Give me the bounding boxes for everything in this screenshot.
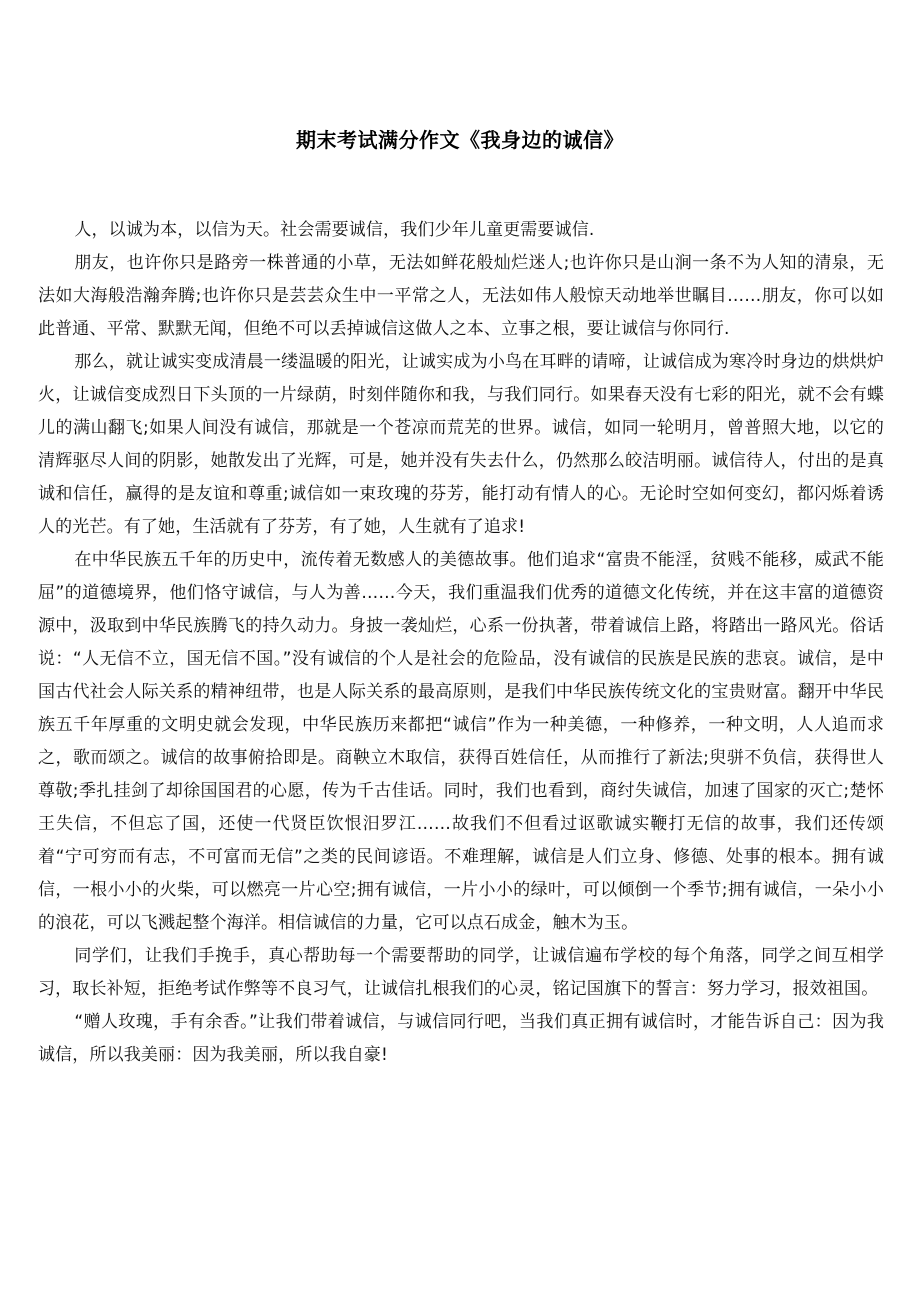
essay-body xyxy=(38,214,884,1072)
paragraph-1: 人，以诚为本，以信为天。社会需要诚信，我们少年儿童更需要诚信. xyxy=(74,220,595,240)
paragraph-4: 在中华民族五千年的历史中，流传着无数感人的美德故事。他们追求“富贵不能淫，贫贱不能移，威武不能屈”的道德境界，他们恪守诚信，与人为善……今天，我们重温我们优秀的道德文化传统，并在这丰富的道德资源中，汲取到中华民族腾飞的持久动力。身披一袭灿烂，心系一份执著，带着诚信上路，将踏出一路风光。俗话说：“人无信不立，国无信不国。”没有诚信的个人是社会的危险品，没有诚信的民族是民族的悲哀。诚信，是中国古代社会人际关系的精神纽带，也是人际关系的最高原则，是我们中华民族传统文化的宝贵财富。翻开中华民族五千年厚重的文明史就会发现，中华民族历来都把“诚信”作为一种美德，一种修养，一种文明，人人追而求之，歌而颂之。诚信的故事俯拾即是。商鞅立木取信，获得百姓信任，从而推行了新法;臾骈不负信，获得世人尊敬;季扎挂剑了却徐国国君的心愿，传为千古佳话。同时，我们也看到，商纣失诚信，加速了国家的灭亡;楚怀王失信，不但忘了国，还使一代贤臣饮恨汨罗江……故我们不但看过讴歌诚实鞭打无信的故事，我们还传颂着“宁可穷而有志，不可富而无信”之类的民间谚语。不难理解，诚信是人们立身、修德、处事的根本。拥有诚信，一根小小的火柴，可以燃亮一片心空;拥有诚信，一片小小的绿叶，可以倾倒一个季节;拥有诚信，一朵小小的浪花，可以飞溅起整个海洋。相信诚信的力量，它可以点石成金，触木为玉。 xyxy=(38,550,884,933)
paragraph-2: 朋友，也许你只是路旁一株普通的小草，无法如鲜花般灿烂迷人;也许你只是山涧一条不为人知的清泉，无法如大海般浩瀚奔腾;也许你只是芸芸众生中一平常之人，无法如伟人般惊天动地举世瞩目……朋友，你可以如此普通、平常、默默无闻，但绝不可以丢掉诚信这做人之本、立事之根，要让诚信与你同行. xyxy=(38,253,884,339)
essay-title: 期末考试满分作文《我身边的诚信》 xyxy=(296,128,624,152)
paragraph-5: 同学们，让我们手挽手，真心帮助每一个需要帮助的同学，让诚信遍布学校的每个角落，同学之间互相学习，取长补短，拒绝考试作弊等不良习气，让诚信扎根我们的心灵，铭记国旗下的誓言：努力学习，报效祖国。 xyxy=(38,946,884,999)
paragraph-6: “赠人玫瑰，手有余香。”让我们带着诚信，与诚信同行吧，当我们真正拥有诚信时，才能告诉自己：因为我诚信，所以我美丽：因为我美丽，所以我自豪! xyxy=(38,1012,884,1065)
paragraph-3: 那么，就让诚实变成清晨一缕温暖的阳光，让诚实成为小鸟在耳畔的请啼，让诚信成为寒冷时身边的烘烘炉火，让诚信变成烈日下头顶的一片绿荫，时刻伴随你和我，与我们同行。如果春天没有七彩的阳光，就不会有蝶儿的满山翻飞;如果人间没有诚信，那就是一个苍凉而荒芜的世界。诚信，如同一轮明月，曾普照大地，以它的清辉驱尽人间的阴影，她散发出了光辉，可是，她并没有失去什么，仍然那么皎洁明丽。诚信待人，付出的是真诚和信任，赢得的是友谊和尊重;诚信如一束玫瑰的芬芳，能打动有情人的心。无论时空如何变幻，都闪烁着诱人的光芒。有了她，生活就有了芬芳，有了她，人生就有了追求! xyxy=(38,352,884,537)
